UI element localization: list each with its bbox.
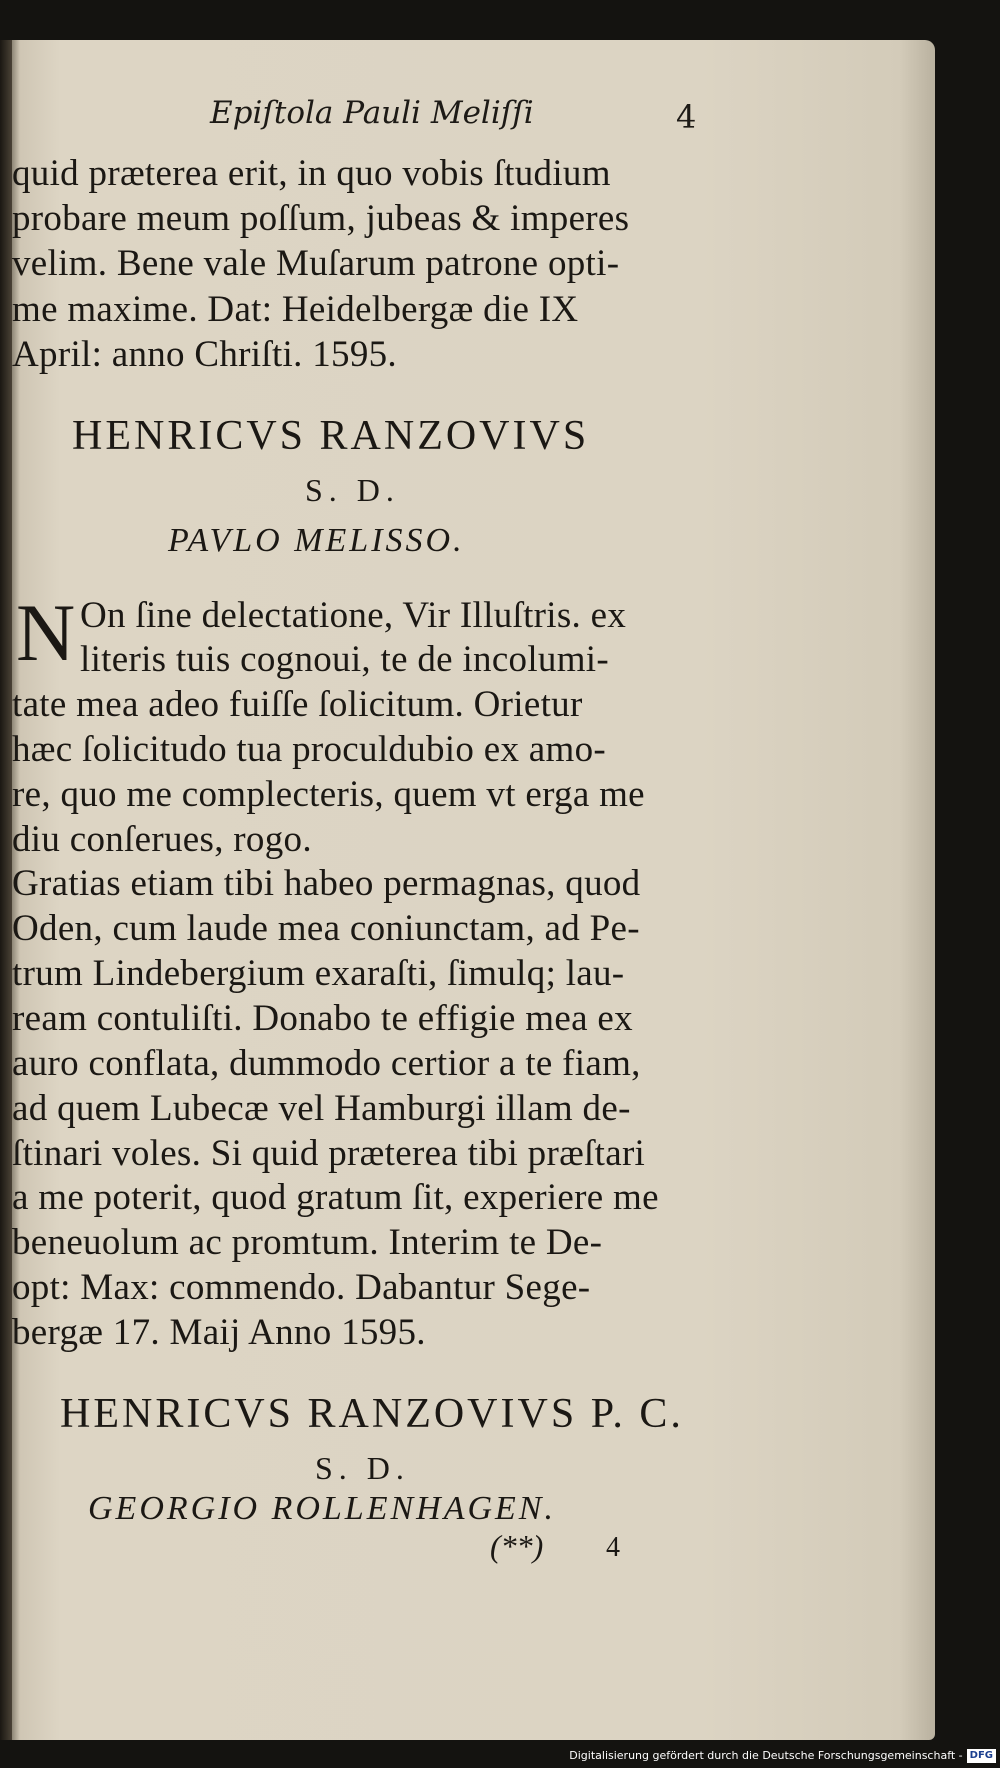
catchword: 4 xyxy=(606,1532,620,1563)
text-line: beneuolum ac promtum. Interim te De- xyxy=(12,1222,603,1263)
text-line: ſtinari voles. Si quid præterea tibi præſtari xyxy=(12,1133,646,1174)
text-line: Gratias etiam tibi habeo permagnas, quod xyxy=(12,863,641,904)
text-line: ad quem Lubecæ vel Hamburgi illam de- xyxy=(12,1088,631,1129)
digitization-credit xyxy=(569,1747,996,1764)
letter-heading-sender: HENRICVS RANZOVIVS P. C. xyxy=(60,1391,684,1437)
text-line: probare meum poſſum, jubeas & imperes xyxy=(12,198,630,239)
letter-heading-recipient: PAVLO MELISSO. xyxy=(168,522,465,559)
signature-mark: (**) xyxy=(490,1528,544,1564)
text-line: diu conſerues, rogo. xyxy=(12,819,312,860)
text-line: tate mea adeo fuiſſe ſolicitum. Orietur xyxy=(12,684,583,725)
letter-heading-recipient: GEORGIO ROLLENHAGEN. xyxy=(88,1490,556,1527)
credit-text: Digitalisierung gefördert durch die Deutsche Forschungsgemeinschaft - xyxy=(569,1749,963,1762)
text-line: re, quo me complecteris, quem vt erga me xyxy=(12,774,645,815)
text-line: velim. Bene vale Muſarum patrone opti- xyxy=(12,243,620,284)
text-line: opt: Max: commendo. Dabantur Sege- xyxy=(12,1267,591,1308)
text-line: literis tuis cognoui, te de incolumi- xyxy=(80,639,610,680)
text-line: bergæ 17. Maij Anno 1595. xyxy=(12,1312,426,1353)
text-line: April: anno Chriſti. 1595. xyxy=(12,334,397,375)
text-line: trum Lindebergium exaraſti, ſimulq; lau- xyxy=(12,953,625,994)
text-line: auro conflata, dummodo certior a te fiam, xyxy=(12,1043,641,1084)
dfg-logo: DFG xyxy=(967,1749,996,1763)
text-line: Oden, cum laude mea coniunctam, ad Pe- xyxy=(12,908,640,949)
drop-initial: N xyxy=(16,587,76,678)
text-line: me maxime. Dat: Heidelbergæ die IX xyxy=(12,289,579,330)
text-line: On ſine delectatione, Vir Illuſtris. ex xyxy=(80,595,627,636)
book-gutter xyxy=(0,40,12,1740)
text-line: ream contuliſti. Donabo te effigie mea ex xyxy=(12,998,633,1039)
letter-heading-salutation: S. D. xyxy=(305,472,400,508)
letter-heading-salutation: S. D. xyxy=(315,1450,410,1486)
text-line: quid præterea erit, in quo vobis ſtudium xyxy=(12,153,611,194)
running-head: Epiſtola Pauli Meliſſi xyxy=(210,95,534,131)
page-number: 4 xyxy=(676,98,697,136)
text-line: a me poterit, quod gratum ſit, experiere me xyxy=(12,1177,659,1218)
letter-heading-sender: HENRICVS RANZOVIVS xyxy=(72,413,590,459)
text-line: hæc ſolicitudo tua proculdubio ex amo- xyxy=(12,729,607,770)
